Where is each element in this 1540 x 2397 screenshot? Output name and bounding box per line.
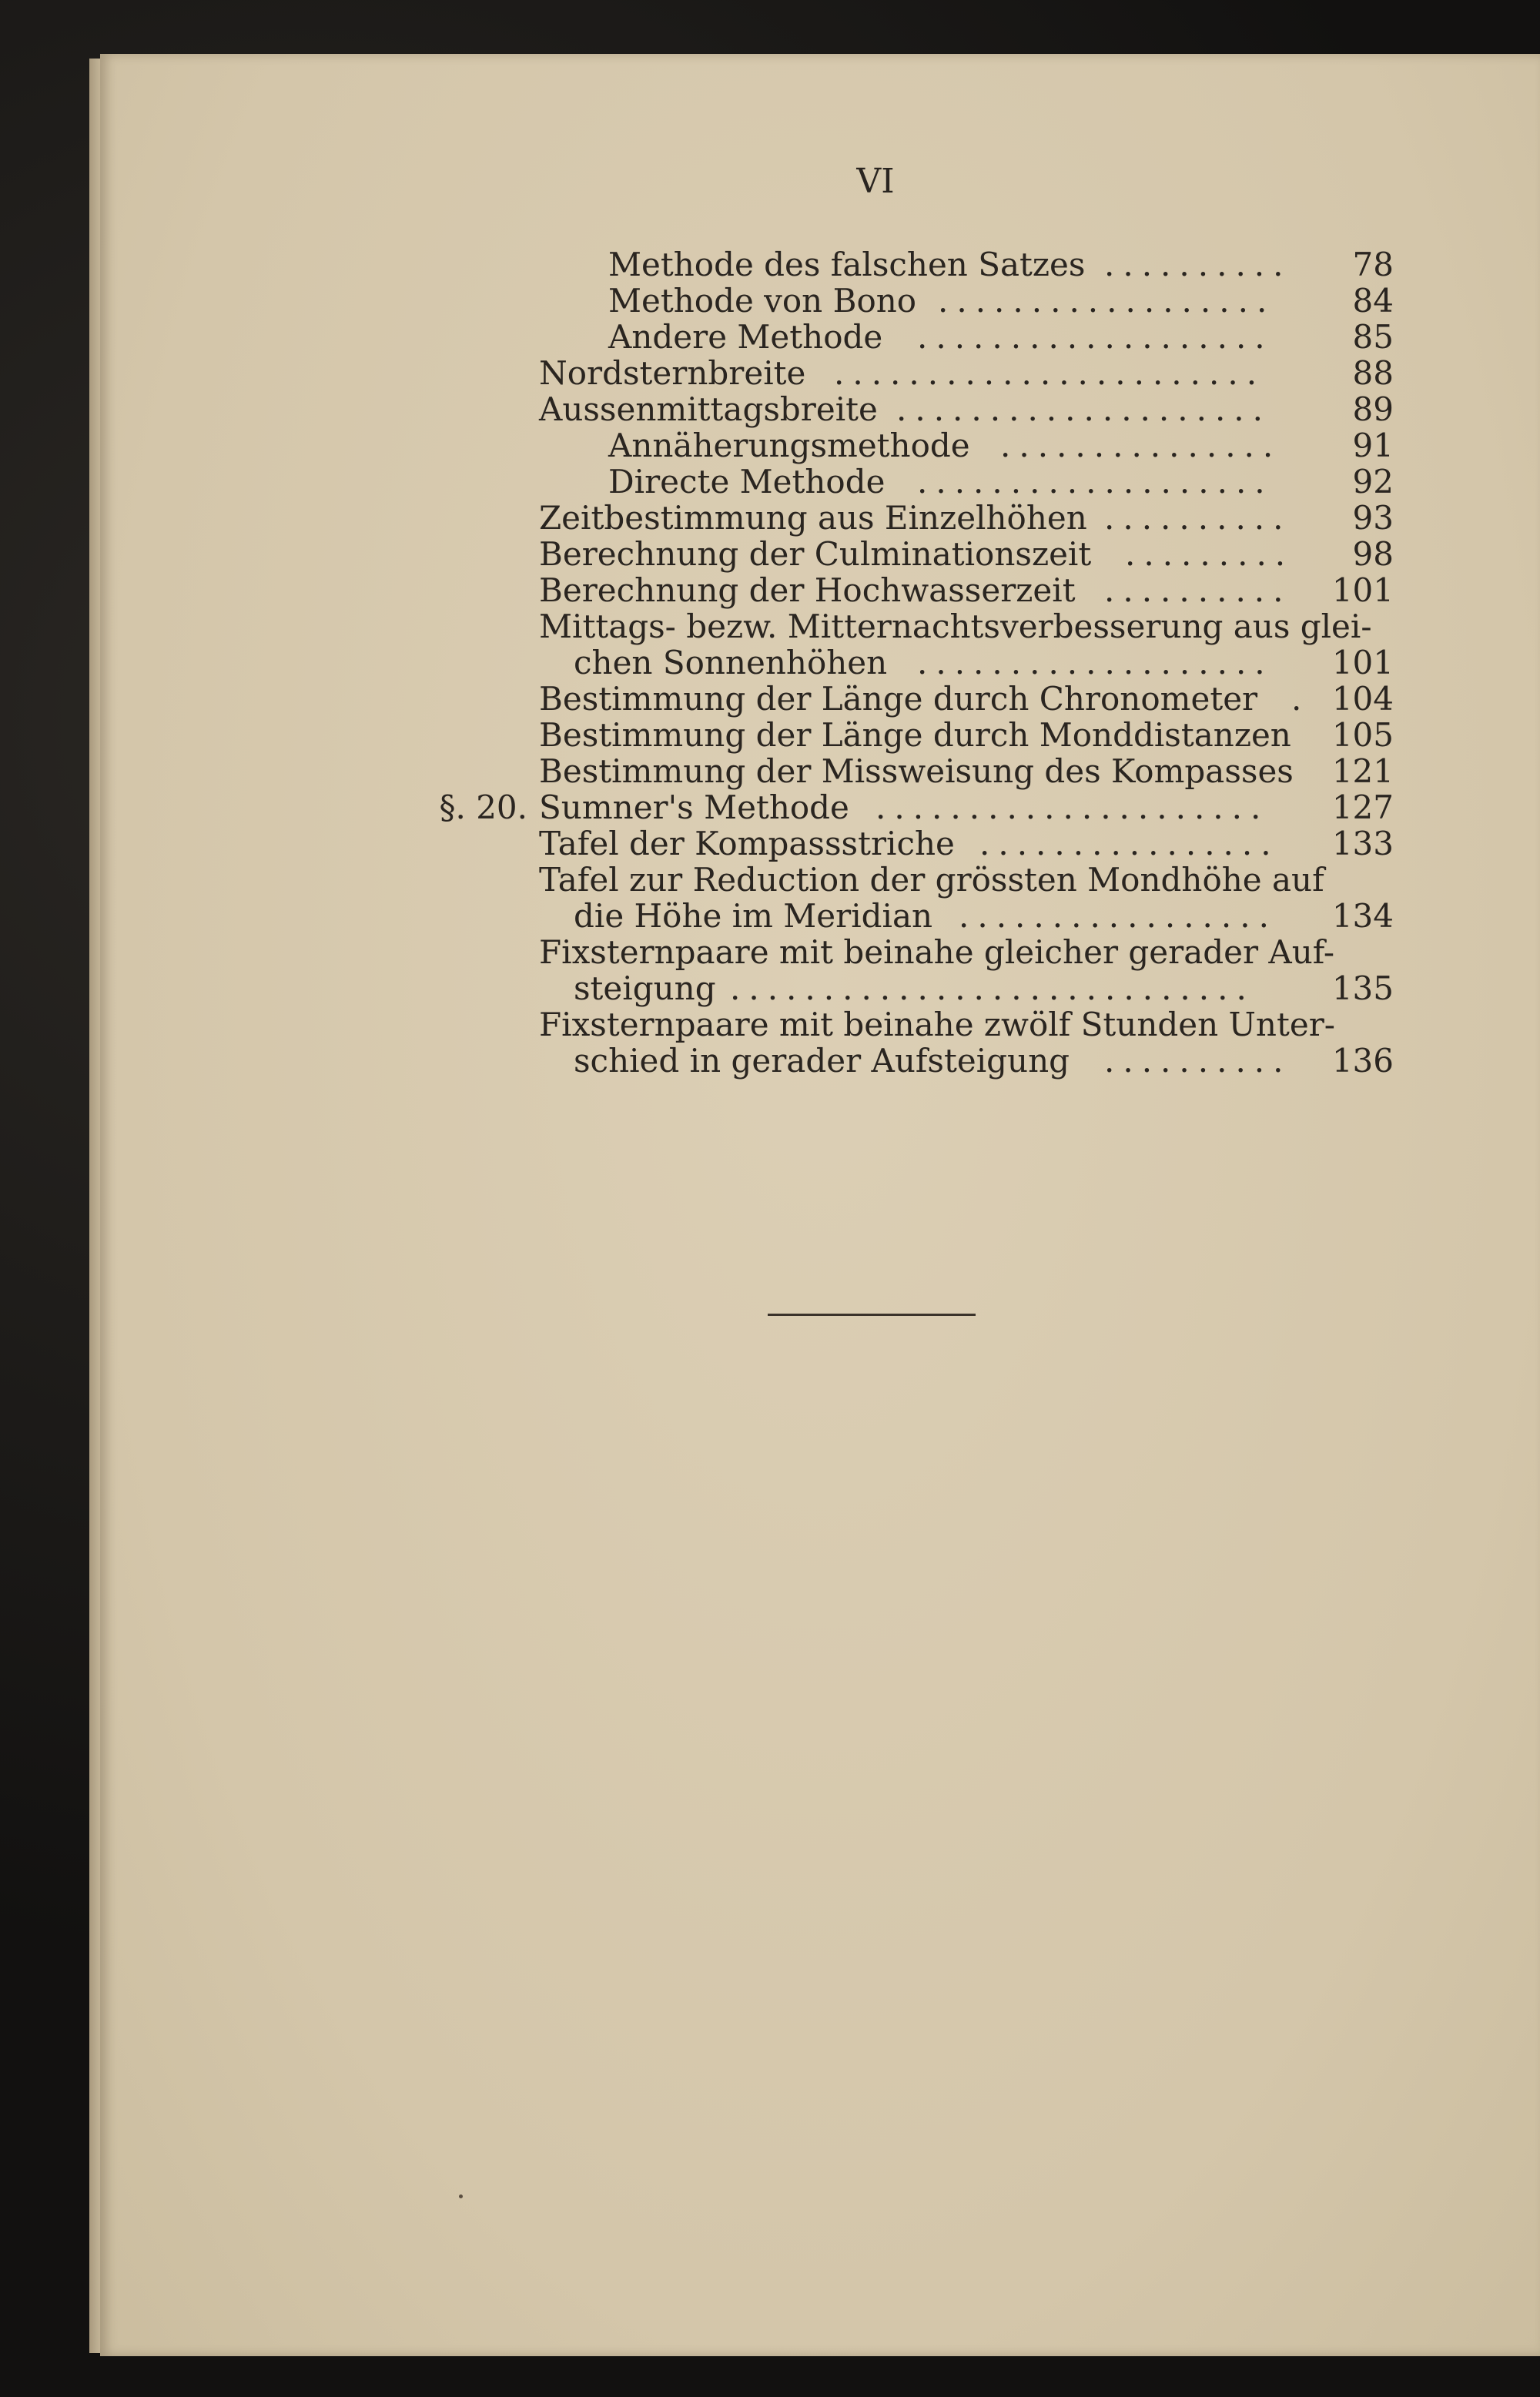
toc-entry [439, 788, 1394, 826]
dot-leader: .................... [896, 390, 1272, 428]
toc-entry [539, 1006, 1394, 1043]
entry-page: 92 [1352, 463, 1394, 500]
entry-title: Sumner's Methode [539, 788, 849, 826]
entry-title: Fixsternpaare mit beinahe gleicher gerader Auf- [539, 933, 1335, 971]
entry-page: 84 [1352, 282, 1394, 320]
entry-title: Fixsternpaare mit beinahe zwölf Stunden Unter- [539, 1006, 1335, 1043]
toc-entry [539, 934, 1394, 970]
entry-page: 121 [1331, 752, 1394, 790]
dot-leader: ................. [959, 897, 1277, 935]
end-rule [768, 1314, 976, 1316]
entry-page: 134 [1331, 897, 1394, 935]
toc-entry [539, 608, 1394, 644]
entry-page: 93 [1352, 499, 1394, 537]
entry-title: Methode von Bono [608, 282, 917, 320]
toc-entry [539, 898, 1394, 934]
entry-page: 91 [1352, 427, 1394, 464]
entry-page: 98 [1352, 535, 1394, 573]
dot-leader: .......... [1104, 571, 1292, 609]
entry-page: 104 [1331, 680, 1394, 718]
toc-entry [539, 572, 1394, 608]
entry-page: 85 [1352, 318, 1394, 356]
entry-title: Bestimmung der Missweisung des Kompasses [539, 752, 1294, 790]
dot-leader: ....................... [834, 354, 1266, 392]
entry-page: 136 [1331, 1042, 1394, 1080]
entry-page: 127 [1331, 788, 1394, 826]
dot-leader: ......... [1125, 535, 1294, 573]
toc-entry [539, 717, 1394, 753]
entry-page: 89 [1352, 390, 1394, 428]
entry-title: Tafel zur Reduction der grössten Mondhöhe auf [539, 861, 1324, 899]
toc-entry [539, 1043, 1394, 1079]
dot-leader: ............................ [730, 969, 1255, 1007]
toc-entry [539, 246, 1394, 283]
section-number: §. 20. [439, 788, 527, 826]
page-number: VI [856, 162, 895, 201]
toc-entry [539, 500, 1394, 536]
entry-page: 133 [1331, 825, 1394, 862]
dot-leader: ..................... [875, 788, 1270, 826]
entry-title: die Höhe im Meridian [574, 897, 933, 935]
dot-leader: ................... [917, 318, 1274, 356]
dot-leader: ............... [1000, 427, 1282, 464]
dot-leader: .......... [1104, 1042, 1292, 1080]
dot-leader: .................. [938, 282, 1276, 320]
table-of-contents [439, 246, 1394, 1080]
toc-entry [539, 825, 1394, 862]
entry-page: 78 [1352, 246, 1394, 283]
entry-page: 101 [1331, 571, 1394, 609]
entry-title: Berechnung der Culminationszeit [539, 535, 1092, 573]
toc-entry [539, 283, 1394, 319]
dot-leader: .......... [1104, 246, 1292, 283]
entry-title: Aussenmittagsbreite [539, 390, 878, 428]
entry-title: Nordsternbreite [539, 354, 806, 392]
dot-leader: .......... [1104, 499, 1292, 537]
toc-entry [539, 464, 1394, 500]
dot-leader: ................... [917, 644, 1274, 681]
entry-title: Mittags- bezw. Mitternachtsverbesserung aus glei- [539, 608, 1372, 645]
entry-title: chen Sonnenhöhen [574, 644, 888, 681]
toc-entry [539, 391, 1394, 427]
entry-title: Directe Methode [608, 463, 886, 500]
entry-page: 135 [1331, 969, 1394, 1007]
paper-speck [459, 2194, 463, 2198]
entry-title: Bestimmung der Länge durch Chronometer [539, 680, 1258, 718]
toc-entry [539, 862, 1394, 898]
toc-entry [539, 753, 1394, 789]
entry-title: Andere Methode [608, 318, 883, 356]
entry-title: Berechnung der Hochwasserzeit [539, 571, 1076, 609]
entry-title: Zeitbestimmung aus Einzelhöhen [539, 499, 1087, 537]
entry-title: Annäherungsmethode [608, 427, 970, 464]
toc-entry [539, 355, 1394, 391]
dot-leader: ................ [979, 825, 1280, 862]
entry-title: Tafel der Kompassstriche [539, 825, 955, 862]
entry-title: schied in gerader Aufsteigung [574, 1042, 1070, 1080]
entry-title: Methode des falschen Satzes [608, 246, 1086, 283]
toc-entry [539, 681, 1394, 717]
toc-entry [539, 644, 1394, 681]
entry-title: Bestimmung der Länge durch Monddistanzen [539, 716, 1291, 754]
toc-entry [539, 427, 1394, 464]
dot-leader: ................... [917, 463, 1274, 500]
toc-entry [539, 970, 1394, 1006]
entry-page: 101 [1331, 644, 1394, 681]
entry-page: 105 [1331, 716, 1394, 754]
toc-entry [539, 536, 1394, 572]
dot-leader: . [1291, 680, 1311, 718]
toc-entry [539, 319, 1394, 355]
entry-title: steigung [574, 969, 716, 1007]
entry-page: 88 [1352, 354, 1394, 392]
